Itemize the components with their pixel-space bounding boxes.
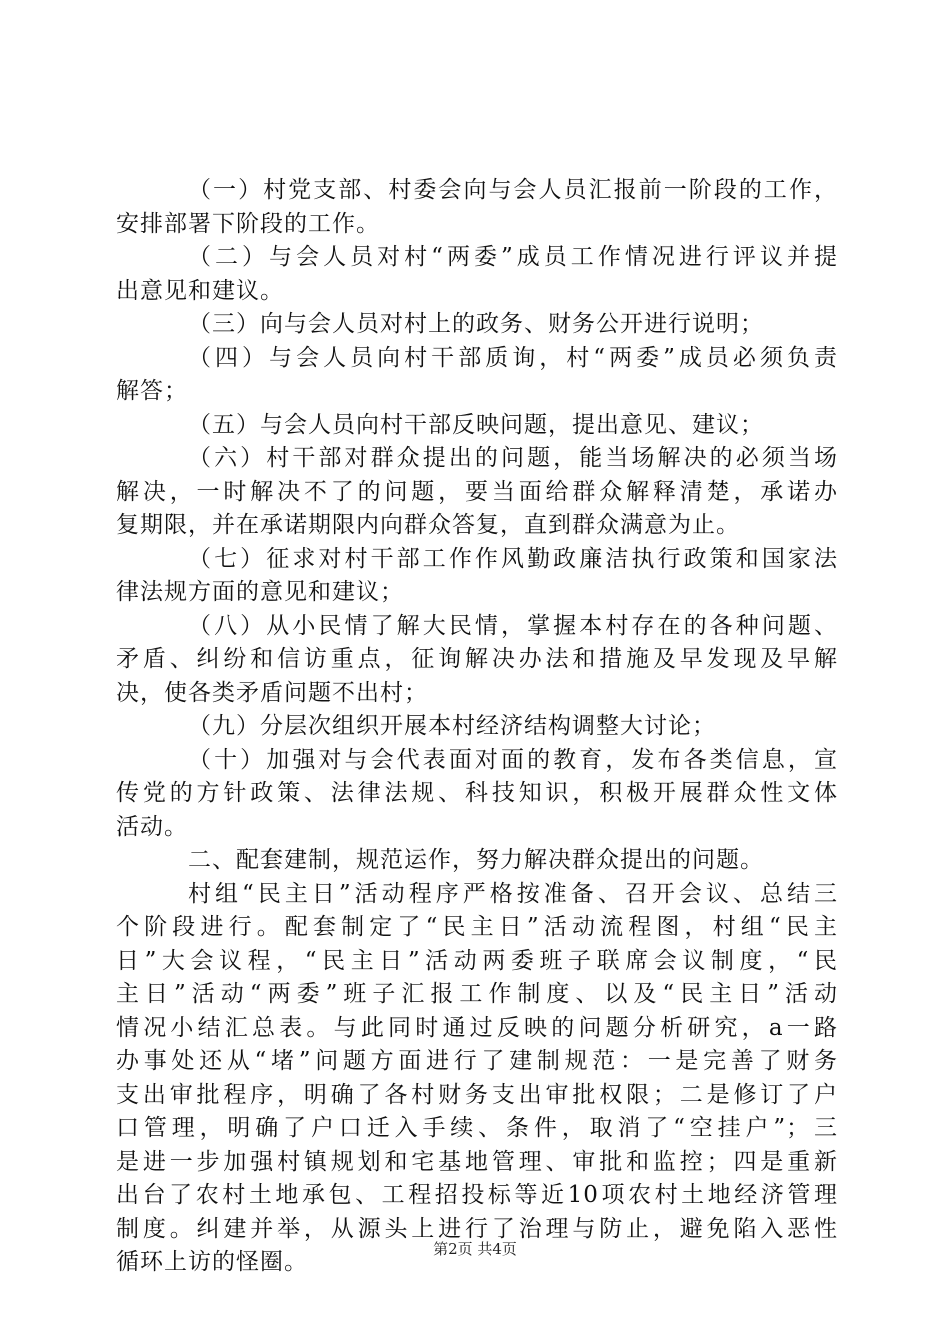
text-line: 出台了农村土地承包、工程招投标等近10项农村土地经济管理	[116, 1182, 838, 1208]
text-line: 村组“民主日”活动程序严格按准备、召开会议、总结三	[188, 880, 838, 907]
text-line: 主日”活动“两委”班子汇报工作制度、以及“民主日”活动	[116, 981, 838, 1007]
text-line: 解答；	[116, 378, 188, 404]
text-line: （七）征求对村干部工作作风勤政廉洁执行政策和国家法	[188, 545, 838, 572]
text-line: （八）从小民情了解大民情，掌握本村存在的各种问题、	[188, 612, 838, 639]
text-line: 出意见和建议。	[116, 277, 284, 304]
text-line: （九）分层次组织开展本村经济结构调整大讨论；	[188, 713, 716, 739]
text-line: 个阶段进行。配套制定了“民主日”活动流程图，村组“民主	[116, 914, 838, 940]
text-line: 安排部署下阶段的工作。	[116, 210, 380, 237]
text-line: 解决，一时解决不了的问题，要当面给群众解释清楚，承诺办	[116, 478, 838, 505]
text-line: （三）向与会人员对村上的政务、财务公开进行说明；	[188, 311, 764, 337]
document-body	[116, 174, 838, 1280]
text-line: 日”大会议程，“民主日”活动两委班子联席会议制度，“民	[116, 947, 838, 974]
text-line: 二、配套建制，规范运作，努力解决群众提出的问题。	[188, 847, 764, 873]
text-line: 矛盾、纠纷和信访重点，征询解决办法和措施及早发现及早解	[116, 646, 838, 672]
text-line: 律法规方面的意见和建议；	[116, 579, 404, 605]
text-line: 支出审批程序，明确了各村财务支出审批权限；二是修订了户	[116, 1081, 838, 1108]
text-line: （五）与会人员向村干部反映问题，提出意见、建议；	[188, 411, 764, 438]
text-line: 办事处还从“堵”问题方面进行了建制规范：一是完善了财务	[116, 1048, 838, 1074]
text-line: 制度。纠建并举，从源头上进行了治理与防止，避免陷入恶性	[116, 1215, 838, 1242]
text-line: 循环上访的怪圈。	[116, 1249, 308, 1275]
text-line: （六）村干部对群众提出的问题，能当场解决的必须当场	[188, 445, 838, 471]
text-line: 传党的方针政策、法律法规、科技知识，积极开展群众性文体	[116, 780, 838, 806]
text-line: 口管理，明确了户口迁入手续、条件，取消了“空挂户”；三	[116, 1115, 838, 1141]
text-line: （一）村党支部、村委会向与会人员汇报前一阶段的工作，	[188, 177, 838, 203]
text-line: （二）与会人员对村“两委”成员工作情况进行评议并提	[188, 244, 838, 270]
text-line: 复期限，并在承诺期限内向群众答复，直到群众满意为止。	[116, 512, 740, 538]
text-line: 活动。	[116, 813, 188, 840]
text-line: 情况小结汇总表。与此同时通过反映的问题分析研究，a一路	[116, 1014, 838, 1041]
text-line: 决，使各类矛盾问题不出村；	[116, 679, 428, 706]
text-line: （十）加强对与会代表面对面的教育，发布各类信息，宣	[188, 746, 838, 773]
text-line: 是进一步加强村镇规划和宅基地管理、审批和监控；四是重新	[116, 1148, 838, 1175]
page-footer: 第2页 共4页	[433, 1240, 517, 1258]
text-line: （四）与会人员向村干部质询，村“两委”成员必须负责	[188, 344, 838, 371]
